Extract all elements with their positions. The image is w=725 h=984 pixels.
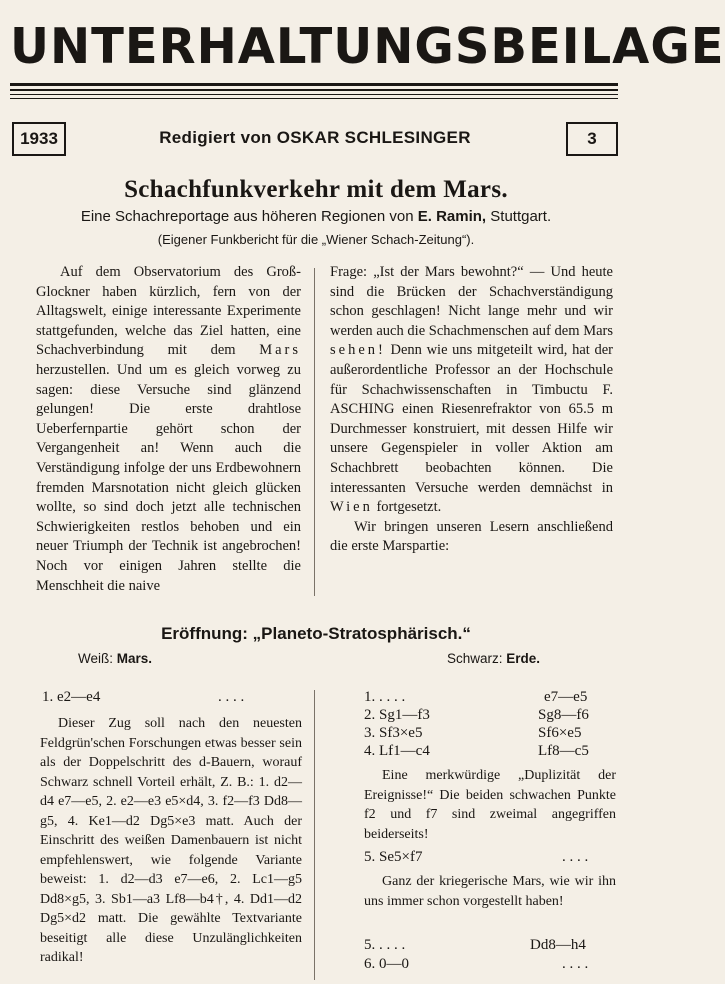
black-name: Erde. — [506, 651, 541, 666]
move-white: 1. e2—e4 — [42, 689, 101, 705]
white-name: Mars. — [116, 651, 153, 666]
author-name: E. Ramin, — [417, 208, 487, 225]
paragraph — [36, 263, 301, 596]
column-divider — [314, 690, 315, 980]
opening-title: Eröffnung: „Planeto-Stratosphärisch.“ — [161, 624, 471, 643]
move-black: Sf6×e5 — [538, 725, 582, 741]
move-black: Sg8—f6 — [538, 707, 589, 723]
text-run: Frage: „Ist der Mars bewohnt?“ — Und heute sind die Brücken der Schachverständigung schon geschlagen! Nicht lange mehr und wir werden auch die Schachmenschen auf dem Mars — [330, 264, 613, 339]
page-number-box: 3 — [566, 122, 618, 156]
move-white: 1. . . . . — [364, 689, 406, 705]
masthead-rule — [10, 94, 618, 95]
comment-text: Eine merkwürdige „Duplizität der Ereignisse!“ Die beiden schwachen Punkte f2 und f7 sind zweimal angegriffen beiderseits! — [364, 768, 616, 842]
move-white: 3. Sf3×e5 — [364, 725, 423, 741]
white-label: Weiß: — [78, 651, 114, 666]
move-white: 6. 0—0 — [364, 956, 409, 972]
black-label: Schwarz: — [447, 651, 503, 666]
move-black: Dd8—h4 — [530, 937, 586, 953]
year-box: 1933 — [12, 122, 66, 156]
column-divider — [314, 268, 315, 596]
comment-text: Ganz der kriegerische Mars, wie wir ihn uns immer schon vorgestellt haben! — [364, 874, 616, 909]
move-comment — [40, 714, 302, 968]
editor-line: Redigiert von OSKAR SCHLESINGER — [159, 128, 471, 147]
move-dots: . . . . — [562, 956, 589, 972]
masthead-rule — [10, 98, 618, 99]
spaced-word: Mars — [259, 342, 301, 359]
paragraph: Wir bringen unseren Lesern anschließend die erste Marspartie: — [330, 518, 613, 555]
comment-text: Dieser Zug soll nach den neuesten Feldgrün'schen Forschungen etwas besser sein als der Doppelschritt des d-Bauern, worauf Schwarz schnell Vorteil erhält, Z. B.: 1. d2—d4 e7—e5, 2. e2—e3 e5×d4, 3. f2—f3 Dd8—g5, 4. Ke1—d2 Dg5×e3 matt. Auch der Einschritt des weißen Damenbauern ist nicht empfehlenswert, wie folgende Variante beweist: 1. d2—d3 e7—e6, 2. Lc1—g5 Dd8×g5, 3. Sb1—a3 Lf8—b4†, 4. Dd1—d2 Dg5×d2 matt. Die gewählte Textvariante beseitigt alle diese Unzulänglichkeiten radikal! — [40, 716, 302, 965]
masthead: UNTERHALTUNGSBEILAGE — [10, 18, 725, 75]
move-black: e7—e5 — [544, 689, 588, 705]
move-white: 5. . . . . — [364, 937, 406, 953]
article-subtitle — [10, 207, 622, 227]
article-column-left — [36, 263, 301, 596]
paragraph — [330, 263, 613, 518]
text-run: herzustellen. Und um es gleich vorweg zu sagen: diese Versuche sind glänzend gelungen! Die erste drahtlose Ueberfernpartie gehört schon der Vergangenheit an! Wenn auch die Verständigung infolge der uns Erdbewohnern fremden Marsnotation nicht gleich glücken wollte, so sind doch jetzt alle technischen Schwierigkeiten restlos behoben und ein neuer Triumph der Technik ist angebrochen! Noch vor einigen Jahren stellte die Menschheit die naive — [36, 361, 301, 594]
article-column-right — [330, 263, 613, 557]
masthead-rule — [10, 89, 618, 91]
spaced-word: sehen! — [330, 342, 386, 359]
text-run: Denn wie uns mitgeteilt wird, hat der außerordentliche Professor an der Hochschule für Schachwissenschaften in Timbuctu F. ASCHING einen Riesenrefraktor von 65.5 m Durchmesser konstruiert, mit dessen Hilfe wir unsere Gegenspieler in voller Aktion am Schachbrett beobachten können. Die interessanten Versuche werden demnächst in — [330, 342, 613, 496]
move-white: 4. Lf1—c4 — [364, 743, 430, 759]
text-run: fortgesetzt. — [372, 499, 442, 516]
text-run: Auf dem Observatorium des Groß-Glockner haben kürzlich, fern von der Alltagswelt, einige interessante Experimente stattgefunden, welche das Ziel hatten, eine Schachverbindung mit dem — [36, 264, 301, 359]
article-title: Schachfunkverkehr mit dem Mars. — [124, 176, 508, 203]
article-note: (Eigener Funkbericht für die „Wiener Schach-Zeitung“). — [157, 232, 475, 247]
move-dots: . . . . — [218, 689, 245, 705]
move-comment — [364, 766, 616, 844]
spaced-word: Wien — [330, 499, 373, 516]
white-player — [78, 651, 152, 666]
move-white: 5. Se5×f7 — [364, 849, 423, 865]
move-black: Lf8—c5 — [538, 743, 589, 759]
move-comment — [364, 872, 616, 911]
move-white: 2. Sg1—f3 — [364, 707, 430, 723]
masthead-rule — [10, 83, 618, 86]
move-dots: . . . . — [562, 849, 589, 865]
subtitle-text: Eine Schachreportage aus höheren Regionen von — [80, 208, 418, 225]
black-player — [447, 651, 540, 666]
author-city: Stuttgart. — [486, 208, 552, 225]
